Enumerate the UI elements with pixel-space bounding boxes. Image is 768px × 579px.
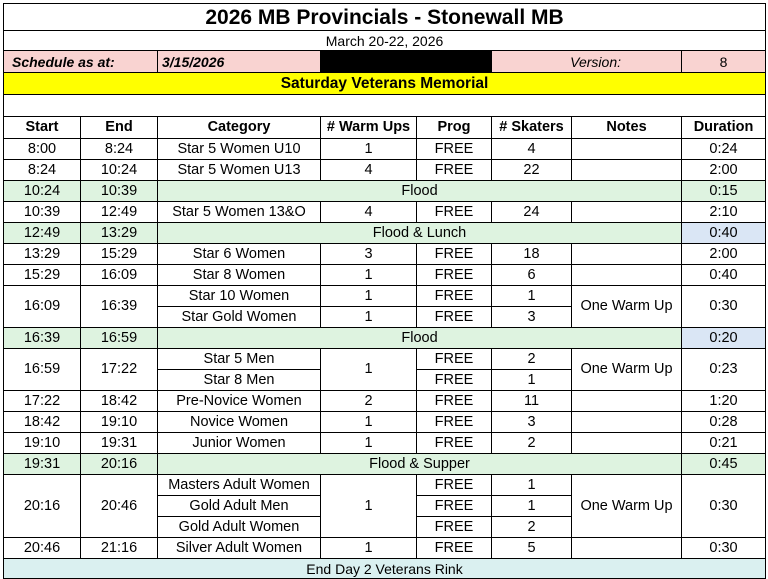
table-row	[4, 475, 766, 496]
skaters: 2	[492, 517, 572, 538]
prog: FREE	[417, 349, 492, 370]
header-notes: Notes	[572, 117, 682, 139]
duration: 2:00	[682, 160, 766, 181]
prog: FREE	[417, 202, 492, 223]
header-duration: Duration	[682, 117, 766, 139]
duration: 0:28	[682, 412, 766, 433]
table-row	[4, 412, 766, 433]
duration: 2:00	[682, 244, 766, 265]
skaters: 4	[492, 139, 572, 160]
notes	[572, 160, 682, 181]
end-time: 18:42	[81, 391, 158, 412]
prog: FREE	[417, 160, 492, 181]
table-row	[4, 349, 766, 370]
prog: FREE	[417, 496, 492, 517]
break-label: Flood & Supper	[158, 454, 682, 475]
skaters: 3	[492, 412, 572, 433]
version-number: 8	[682, 51, 766, 73]
notes	[572, 538, 682, 559]
start-time: 16:59	[4, 349, 81, 391]
warmups: 3	[321, 244, 417, 265]
category: Star 8 Women	[158, 265, 321, 286]
prog: FREE	[417, 475, 492, 496]
event-dates: March 20-22, 2026	[4, 31, 766, 51]
header-warmups: # Warm Ups	[321, 117, 417, 139]
end-time: 10:24	[81, 160, 158, 181]
category: Star 5 Women U13	[158, 160, 321, 181]
end-time: 20:16	[81, 454, 158, 475]
prog: FREE	[417, 412, 492, 433]
start-time: 13:29	[4, 244, 81, 265]
warmups: 2	[321, 391, 417, 412]
duration: 0:20	[682, 328, 766, 349]
start-time: 18:42	[4, 412, 81, 433]
category: Star 5 Women U10	[158, 139, 321, 160]
category: Star 8 Men	[158, 370, 321, 391]
prog: FREE	[417, 538, 492, 559]
warmups: 4	[321, 160, 417, 181]
duration: 2:10	[682, 202, 766, 223]
prog: FREE	[417, 265, 492, 286]
version-label: Version:	[492, 51, 682, 73]
break-row	[4, 328, 766, 349]
duration: 0:24	[682, 139, 766, 160]
skaters: 1	[492, 286, 572, 307]
category: Masters Adult Women	[158, 475, 321, 496]
start-time: 10:24	[4, 181, 81, 202]
start-time: 10:39	[4, 202, 81, 223]
warmups: 1	[321, 286, 417, 307]
duration: 0:30	[682, 286, 766, 328]
category: Pre-Novice Women	[158, 391, 321, 412]
schedule-date: 3/15/2026	[158, 51, 321, 73]
table-row	[4, 433, 766, 454]
skaters: 3	[492, 307, 572, 328]
prog: FREE	[417, 517, 492, 538]
warmups: 1	[321, 307, 417, 328]
skaters: 5	[492, 538, 572, 559]
schedule-table	[3, 3, 766, 579]
break-row	[4, 181, 766, 202]
skaters: 18	[492, 244, 572, 265]
end-time: 19:10	[81, 412, 158, 433]
category: Gold Adult Men	[158, 496, 321, 517]
skaters: 1	[492, 370, 572, 391]
end-time: 10:39	[81, 181, 158, 202]
duration: 1:20	[682, 391, 766, 412]
break-label: Flood	[158, 328, 682, 349]
skaters: 24	[492, 202, 572, 223]
duration: 0:30	[682, 475, 766, 538]
end-time: 21:16	[81, 538, 158, 559]
prog: FREE	[417, 139, 492, 160]
category: Gold Adult Women	[158, 517, 321, 538]
start-time: 8:24	[4, 160, 81, 181]
category: Star 5 Men	[158, 349, 321, 370]
warmups: 4	[321, 202, 417, 223]
category: Silver Adult Women	[158, 538, 321, 559]
notes: One Warm Up	[572, 349, 682, 391]
skaters: 22	[492, 160, 572, 181]
redacted-cell	[321, 51, 492, 73]
notes: One Warm Up	[572, 475, 682, 538]
notes	[572, 244, 682, 265]
prog: FREE	[417, 286, 492, 307]
notes	[572, 139, 682, 160]
start-time: 20:46	[4, 538, 81, 559]
duration: 0:23	[682, 349, 766, 391]
category: Star 10 Women	[158, 286, 321, 307]
table-row	[4, 202, 766, 223]
prog: FREE	[417, 307, 492, 328]
footer-row: End Day 2 Veterans Rink	[4, 559, 766, 579]
category: Novice Women	[158, 412, 321, 433]
warmups: 1	[321, 433, 417, 454]
warmups: 1	[321, 412, 417, 433]
end-time: 12:49	[81, 202, 158, 223]
header-end: End	[81, 117, 158, 139]
duration: 0:30	[682, 538, 766, 559]
end-time: 13:29	[81, 223, 158, 244]
skaters: 2	[492, 433, 572, 454]
start-time: 19:31	[4, 454, 81, 475]
end-time: 20:46	[81, 475, 158, 538]
break-row	[4, 454, 766, 475]
skaters: 6	[492, 265, 572, 286]
skaters: 2	[492, 349, 572, 370]
table-row	[4, 391, 766, 412]
duration: 0:40	[682, 265, 766, 286]
notes	[572, 433, 682, 454]
venue-banner: Saturday Veterans Memorial	[4, 73, 766, 95]
warmups: 1	[321, 265, 417, 286]
table-row	[4, 538, 766, 559]
header-skaters: # Skaters	[492, 117, 572, 139]
header-category: Category	[158, 117, 321, 139]
header-prog: Prog	[417, 117, 492, 139]
start-time: 12:49	[4, 223, 81, 244]
notes	[572, 391, 682, 412]
end-time: 16:39	[81, 286, 158, 328]
warmups: 1	[321, 538, 417, 559]
skaters: 1	[492, 475, 572, 496]
table-row	[4, 286, 766, 307]
end-time: 16:59	[81, 328, 158, 349]
table-row	[4, 244, 766, 265]
prog: FREE	[417, 391, 492, 412]
warmups: 1	[321, 139, 417, 160]
table-row	[4, 160, 766, 181]
schedule-label: Schedule as at:	[4, 51, 158, 73]
end-time: 16:09	[81, 265, 158, 286]
start-time: 8:00	[4, 139, 81, 160]
notes	[572, 265, 682, 286]
header-start: Start	[4, 117, 81, 139]
warmups: 1	[321, 349, 417, 391]
break-label: Flood & Lunch	[158, 223, 682, 244]
prog: FREE	[417, 244, 492, 265]
start-time: 17:22	[4, 391, 81, 412]
category: Junior Women	[158, 433, 321, 454]
end-time: 19:31	[81, 433, 158, 454]
duration: 0:15	[682, 181, 766, 202]
duration: 0:45	[682, 454, 766, 475]
end-time: 17:22	[81, 349, 158, 391]
duration: 0:40	[682, 223, 766, 244]
prog: FREE	[417, 370, 492, 391]
notes	[572, 412, 682, 433]
warmups: 1	[321, 475, 417, 538]
start-time: 20:16	[4, 475, 81, 538]
break-label: Flood	[158, 181, 682, 202]
duration: 0:21	[682, 433, 766, 454]
header-row	[4, 117, 766, 139]
category: Star 6 Women	[158, 244, 321, 265]
table-row	[4, 139, 766, 160]
page-title: 2026 MB Provincials - Stonewall MB	[4, 4, 766, 31]
skaters: 11	[492, 391, 572, 412]
skaters: 1	[492, 496, 572, 517]
notes: One Warm Up	[572, 286, 682, 328]
table-row	[4, 265, 766, 286]
start-time: 19:10	[4, 433, 81, 454]
start-time: 16:39	[4, 328, 81, 349]
blank-row	[4, 95, 766, 117]
start-time: 15:29	[4, 265, 81, 286]
category: Star Gold Women	[158, 307, 321, 328]
end-time: 8:24	[81, 139, 158, 160]
end-time: 15:29	[81, 244, 158, 265]
notes	[572, 202, 682, 223]
prog: FREE	[417, 433, 492, 454]
start-time: 16:09	[4, 286, 81, 328]
break-row	[4, 223, 766, 244]
category: Star 5 Women 13&O	[158, 202, 321, 223]
